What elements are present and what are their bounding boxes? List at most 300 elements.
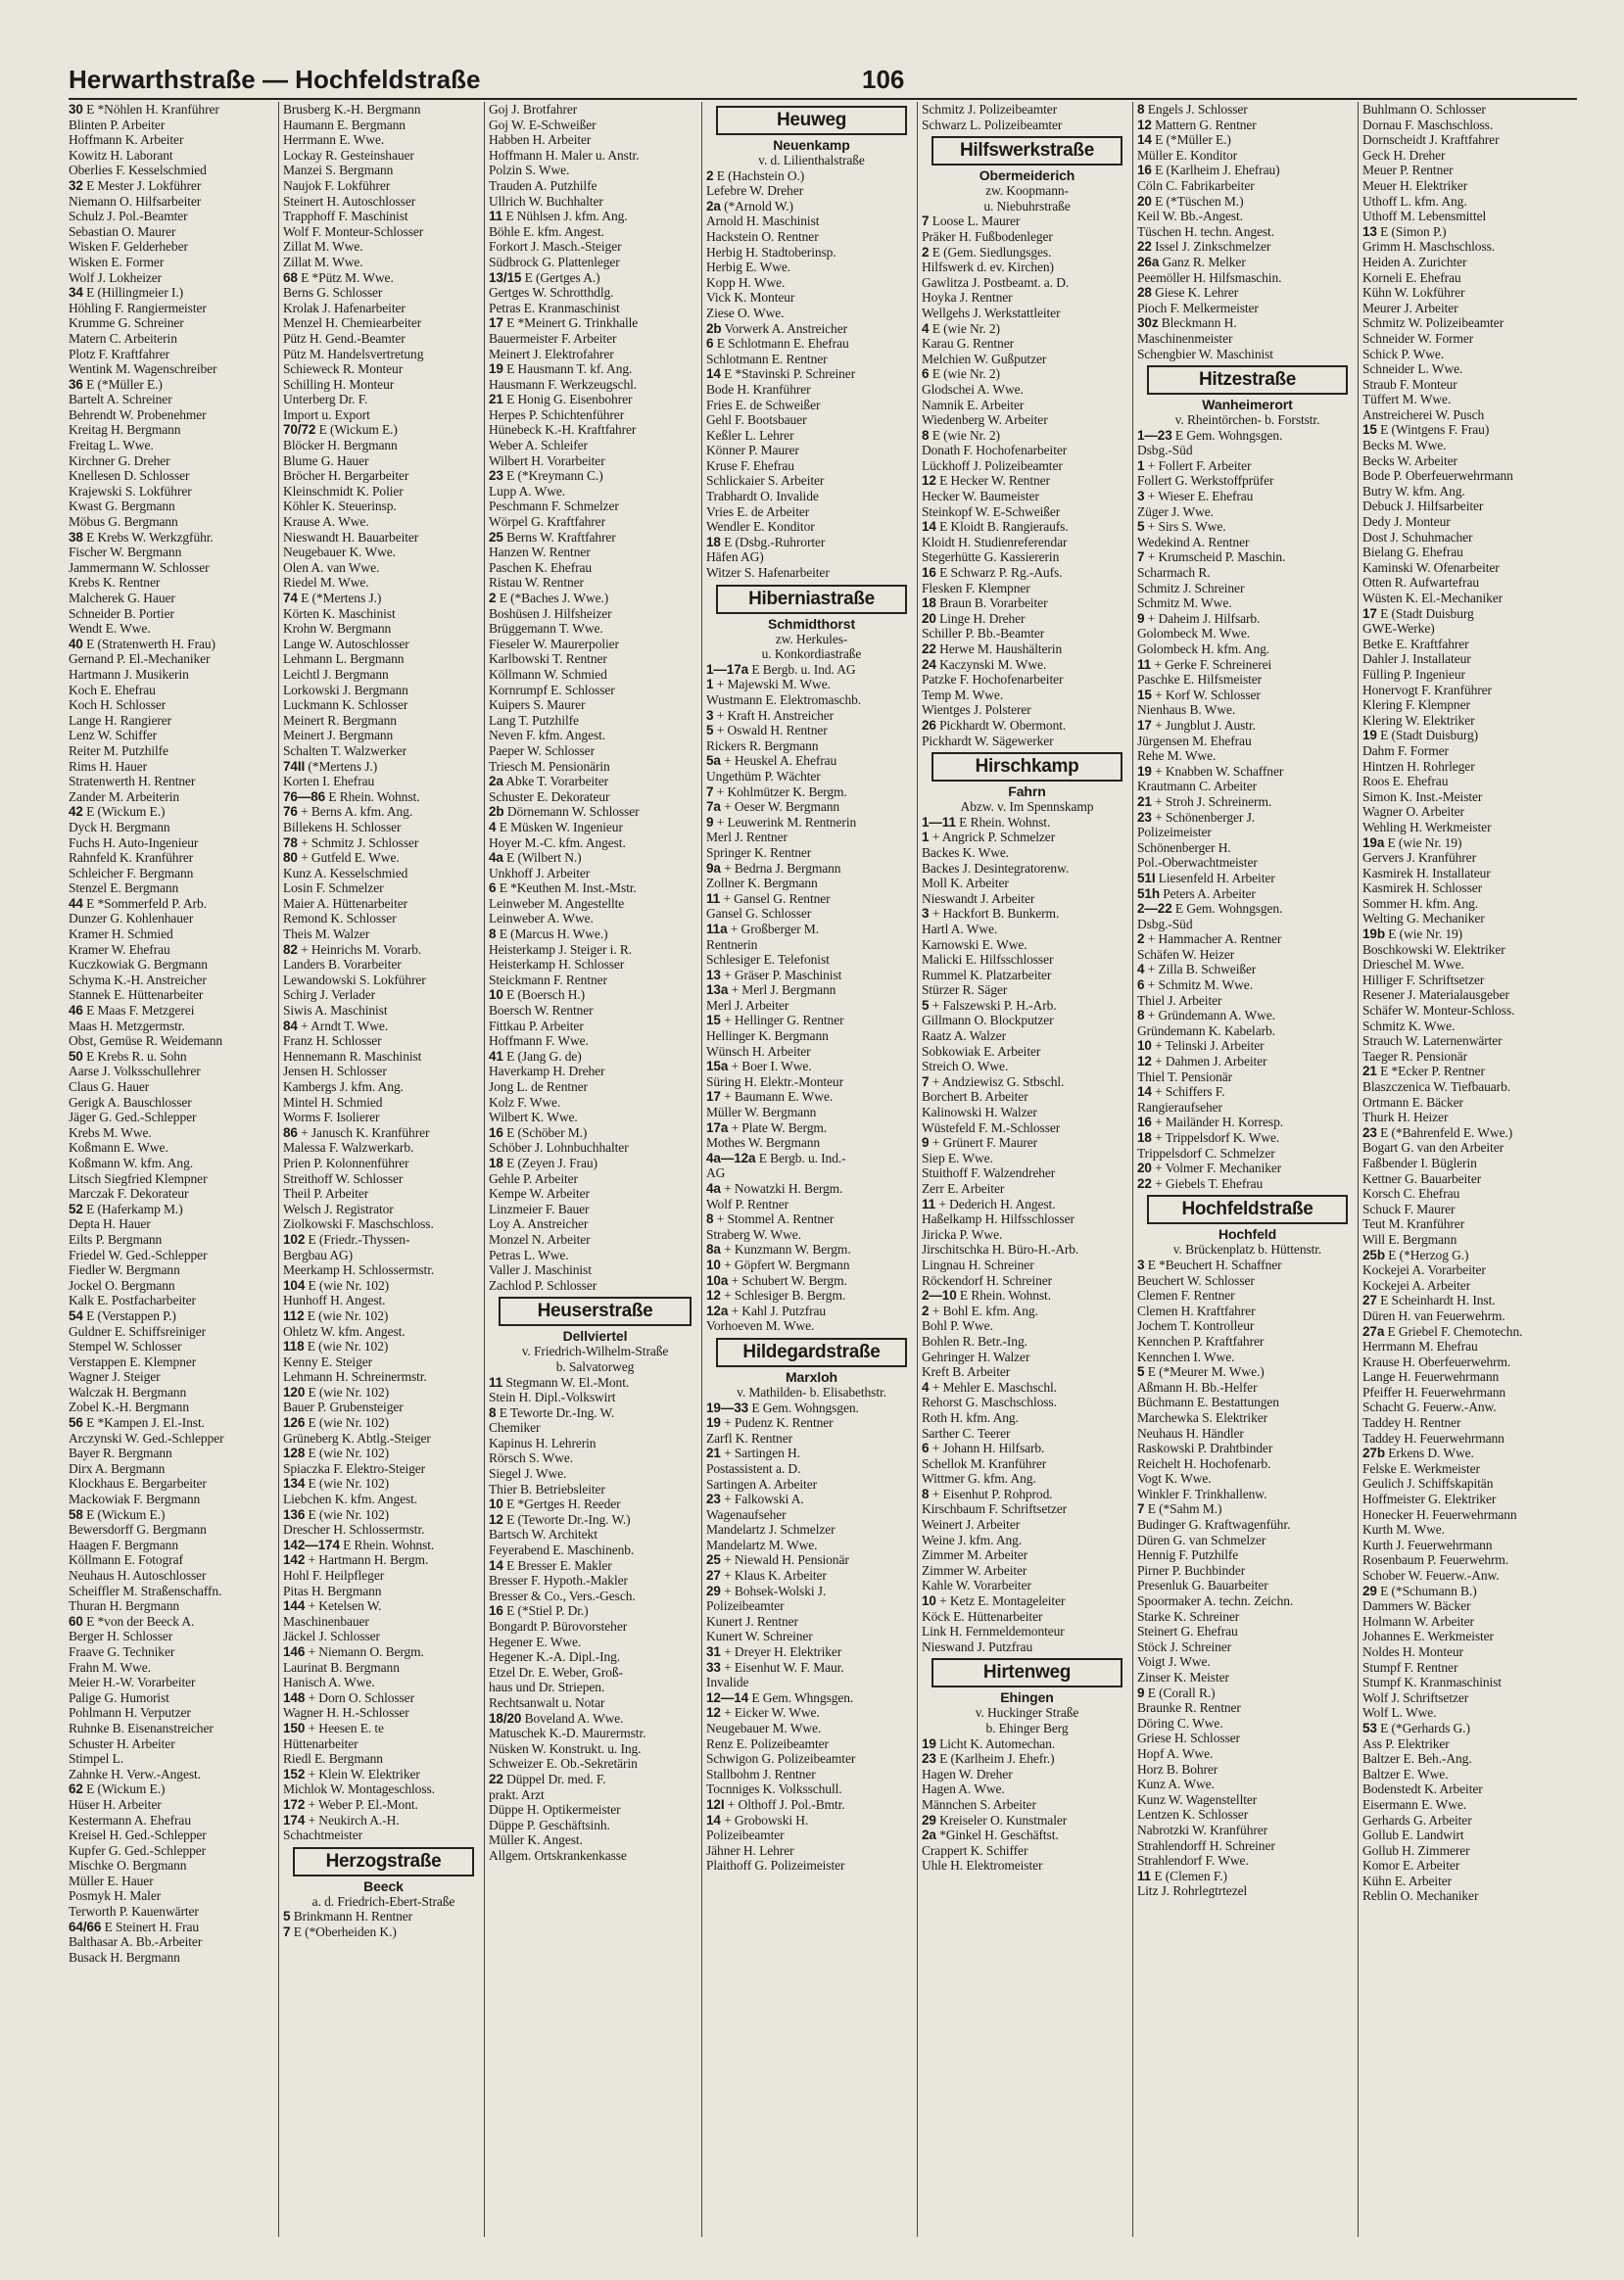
entry-text: Scharmach R. bbox=[1137, 565, 1211, 581]
entry-text: Gründemann K. Kabelarb. bbox=[1137, 1022, 1275, 1038]
directory-entry bbox=[1137, 1318, 1358, 1334]
house-number: 27a bbox=[1362, 1323, 1385, 1339]
directory-entry bbox=[489, 331, 701, 347]
directory-entry bbox=[922, 102, 1132, 118]
entry-text: Wentink M. Wagenschreiber bbox=[69, 361, 217, 377]
directory-entry bbox=[69, 1110, 278, 1125]
directory-entry bbox=[706, 535, 917, 550]
directory-entry bbox=[283, 683, 484, 698]
entry-text: E (Karlheim J. Ehefrau) bbox=[1155, 163, 1280, 178]
entry-text: Rehe M. Wwe. bbox=[1137, 748, 1217, 764]
directory-entry bbox=[1362, 1813, 1577, 1829]
entry-text: Spoormaker A. techn. Zeichn. bbox=[1137, 1593, 1294, 1609]
entry-text: Fischer W. Bergmann bbox=[69, 545, 182, 560]
directory-entry bbox=[1362, 804, 1577, 820]
street-extent-note: v. d. Lilienthalstraße bbox=[758, 153, 865, 167]
entry-text: Polzin S. Wwe. bbox=[489, 163, 570, 178]
directory-entry bbox=[489, 1278, 701, 1294]
entry-text: Kreft B. Arbeiter bbox=[922, 1364, 1011, 1380]
entry-text: Dahm F. Former bbox=[1362, 742, 1449, 758]
directory-entry bbox=[1137, 1038, 1358, 1054]
directory-entry bbox=[922, 937, 1132, 953]
entry-text: Meurer J. Arbeiter bbox=[1362, 300, 1458, 315]
directory-entry bbox=[706, 1258, 917, 1273]
entry-text: Bode H. Kranführer bbox=[706, 381, 811, 397]
directory-entry bbox=[69, 866, 278, 881]
directory-entry bbox=[69, 377, 278, 393]
directory-entry bbox=[69, 1538, 278, 1553]
entry-text: Wünsch H. Arbeiter bbox=[706, 1043, 811, 1059]
directory-entry bbox=[1137, 1334, 1358, 1350]
directory-entry bbox=[1362, 1171, 1577, 1187]
entry-text: Wüsten K. El.-Mechaniker bbox=[1362, 591, 1504, 605]
house-number: 30 bbox=[69, 102, 83, 117]
directory-entry bbox=[706, 1013, 917, 1028]
directory-entry bbox=[69, 1675, 278, 1690]
directory-entry bbox=[489, 1110, 701, 1125]
directory-entry bbox=[283, 1476, 484, 1492]
entry-text: Kambergs J. kfm. Ang. bbox=[283, 1079, 404, 1094]
house-number: 20 bbox=[1137, 1161, 1152, 1176]
entry-text: Depta H. Hauer bbox=[69, 1216, 151, 1232]
entry-text: E Hausmann T. kf. Ang. bbox=[506, 361, 633, 377]
directory-entry bbox=[489, 926, 701, 942]
directory-entry bbox=[489, 1390, 701, 1405]
entry-text: Bergbau AG) bbox=[283, 1247, 354, 1262]
entry-text: + Heesen E. te bbox=[308, 1720, 384, 1735]
entry-text: Allgem. Ortskrankenkasse bbox=[489, 1847, 627, 1863]
entry-text: + Eisenhut W. F. Maur. bbox=[724, 1659, 844, 1675]
entry-text: Clemen F. Rentner bbox=[1137, 1288, 1235, 1304]
house-number: 60 bbox=[69, 1613, 83, 1629]
house-number: 10 bbox=[706, 1257, 721, 1272]
directory-entry bbox=[69, 606, 278, 622]
directory-entry bbox=[283, 866, 484, 881]
directory-entry bbox=[922, 1211, 1132, 1227]
directory-entry bbox=[489, 453, 701, 469]
house-number: 8 bbox=[922, 1486, 930, 1501]
directory-entry bbox=[1362, 1721, 1577, 1736]
directory-entry bbox=[922, 275, 1132, 291]
directory-entry bbox=[69, 1415, 278, 1431]
directory-entry bbox=[489, 880, 701, 896]
directory-entry bbox=[489, 1802, 701, 1818]
entry-text: E Krebs W. Werkzgführ. bbox=[86, 529, 214, 545]
directory-entry bbox=[1362, 407, 1577, 423]
directory-entry bbox=[489, 637, 701, 652]
directory-entry bbox=[706, 382, 917, 398]
house-number: 10 bbox=[489, 1496, 503, 1512]
entry-text: Valler J. Maschinist bbox=[489, 1262, 592, 1278]
directory-entry bbox=[1362, 728, 1577, 743]
entry-text: Rehorst G. Maschschloss. bbox=[922, 1395, 1057, 1410]
entry-text: Hausmann F. Werkzeugschl. bbox=[489, 376, 638, 392]
entry-text: Heisterkamp J. Steiger i. R. bbox=[489, 941, 633, 957]
entry-text: + Janusch K. Kranführer bbox=[301, 1124, 430, 1140]
entry-text: Paschen K. Ehefrau bbox=[489, 559, 593, 575]
entry-text: E (wie Nr. 19) bbox=[1387, 834, 1462, 850]
directory-entry bbox=[283, 1110, 484, 1125]
directory-entry bbox=[1137, 779, 1358, 794]
entry-text: Fraave G. Techniker bbox=[69, 1643, 175, 1659]
entry-text: Bongardt P. Bürovorsteher bbox=[489, 1619, 628, 1634]
entry-text: E (Gertges A.) bbox=[524, 269, 600, 285]
entry-text: E (wie Nr. 102) bbox=[308, 1506, 389, 1522]
house-number: 62 bbox=[69, 1781, 83, 1797]
directory-entry bbox=[706, 968, 917, 983]
directory-entry bbox=[283, 1797, 484, 1813]
directory-entry bbox=[706, 1781, 917, 1797]
entry-text: Matern C. Arbeiterin bbox=[69, 330, 177, 346]
entry-text: Schneider B. Portier bbox=[69, 605, 174, 621]
entry-text: Jürgensen M. Ehefrau bbox=[1137, 733, 1252, 748]
directory-entry bbox=[706, 1431, 917, 1447]
entry-text: Hoyer M.-C. kfm. Angest. bbox=[489, 834, 626, 850]
directory-entry bbox=[1362, 1446, 1577, 1461]
house-number: 44 bbox=[69, 895, 83, 911]
directory-entry bbox=[1137, 748, 1358, 764]
entry-text: Neuhaus H. Autoschlosser bbox=[69, 1568, 207, 1583]
entry-text: Braunke R. Rentner bbox=[1137, 1700, 1241, 1716]
entry-text: Könner P. Maurer bbox=[706, 443, 799, 458]
entry-text: Boveland A. Wwe. bbox=[524, 1710, 624, 1726]
entry-text: Krautmann C. Arbeiter bbox=[1137, 779, 1257, 794]
entry-text: Glodschei A. Wwe. bbox=[922, 381, 1024, 397]
directory-entry bbox=[69, 132, 278, 148]
entry-text: Rentnerin bbox=[706, 936, 758, 952]
directory-entry bbox=[1137, 1410, 1358, 1426]
directory-column-7 bbox=[1358, 102, 1577, 2237]
entry-text: E (*Oberheiden K.) bbox=[293, 1924, 397, 1939]
directory-entry bbox=[922, 1273, 1132, 1289]
entry-text: E *Pütz M. Wwe. bbox=[301, 269, 394, 285]
entry-text: Hoffmann H. Maler u. Anstr. bbox=[489, 147, 640, 163]
directory-entry bbox=[1362, 1431, 1577, 1447]
directory-entry bbox=[1137, 810, 1358, 826]
directory-entry bbox=[1362, 1492, 1577, 1507]
directory-entry bbox=[1137, 1100, 1358, 1116]
directory-entry bbox=[283, 1751, 484, 1767]
entry-text: Mandelartz M. Wwe. bbox=[706, 1537, 818, 1552]
house-number: 14 bbox=[706, 366, 721, 382]
directory-entry bbox=[69, 1293, 278, 1308]
entry-text: Keil W. Bb.-Angest. bbox=[1137, 209, 1243, 224]
directory-entry bbox=[706, 815, 917, 831]
entry-text: Schmitz J. Polizeibeamter bbox=[922, 102, 1058, 117]
directory-entry bbox=[69, 1598, 278, 1614]
directory-entry bbox=[1362, 285, 1577, 301]
directory-entry bbox=[922, 489, 1132, 504]
entry-text: Zillat M. Wwe. bbox=[283, 254, 363, 269]
entry-text: + Giebels T. Ehefrau bbox=[1155, 1175, 1264, 1191]
directory-entry bbox=[489, 1003, 701, 1019]
entry-text: Welting G. Mechaniker bbox=[1362, 911, 1485, 926]
directory-entry bbox=[922, 891, 1132, 907]
entry-text: + Olthoff J. Pol.-Bmtr. bbox=[727, 1796, 845, 1812]
directory-column-3 bbox=[484, 102, 701, 2237]
directory-entry bbox=[922, 688, 1132, 703]
directory-entry bbox=[1137, 331, 1358, 347]
directory-entry bbox=[922, 718, 1132, 734]
directory-entry bbox=[283, 1171, 484, 1187]
directory-entry bbox=[1362, 1064, 1577, 1079]
entry-text: Sebastian O. Maurer bbox=[69, 223, 176, 239]
directory-entry bbox=[1362, 1400, 1577, 1415]
entry-text: Hilfswerk d. ev. Kirchen) bbox=[922, 260, 1054, 275]
house-number: 14 bbox=[489, 1557, 503, 1573]
directory-entry bbox=[1137, 1578, 1358, 1593]
entry-text: Uthoff L. kfm. Ang. bbox=[1362, 193, 1467, 209]
directory-entry bbox=[1362, 545, 1577, 560]
directory-entry bbox=[1362, 987, 1577, 1003]
entry-text: Losin F. Schmelzer bbox=[283, 880, 384, 896]
entry-text: Fieseler W. Maurerpolier bbox=[489, 636, 619, 651]
entry-text: Jäckel J. Schlosser bbox=[283, 1629, 380, 1644]
directory-entry bbox=[69, 530, 278, 546]
directory-entry bbox=[706, 1629, 917, 1644]
entry-text: + Heuskel A. Ehefrau bbox=[724, 753, 837, 769]
entry-text: Backes K. Wwe. bbox=[922, 844, 1010, 860]
directory-entry bbox=[922, 321, 1132, 337]
entry-text: Ass P. Elektriker bbox=[1362, 1735, 1450, 1751]
entry-text: Hartl A. Wwe. bbox=[922, 921, 998, 936]
entry-text: Malessa F. Walzwerkarb. bbox=[283, 1140, 414, 1156]
directory-entry bbox=[69, 1079, 278, 1095]
entry-text: Wolf L. Wwe. bbox=[1362, 1705, 1437, 1721]
directory-entry bbox=[706, 753, 917, 769]
entry-text: Worms F. Isolierer bbox=[283, 1110, 380, 1125]
directory-entry bbox=[283, 209, 484, 224]
entry-text: Drescher H. Schlossermstr. bbox=[283, 1522, 425, 1538]
directory-entry bbox=[922, 1736, 1132, 1752]
house-number: 3 bbox=[1137, 1257, 1145, 1272]
entry-text: E (wie Nr. 102) bbox=[307, 1307, 389, 1323]
entry-text: Gawlitza J. Postbeamt. a. D. bbox=[922, 274, 1070, 290]
directory-entry bbox=[489, 1665, 701, 1681]
directory-entry bbox=[706, 937, 917, 953]
house-number: 16 bbox=[1137, 163, 1152, 178]
directory-entry bbox=[706, 443, 917, 458]
entry-text: Zachlod P. Schlosser bbox=[489, 1277, 597, 1293]
directory-entry bbox=[489, 224, 701, 240]
entry-text: Krajewski S. Lokführer bbox=[69, 483, 192, 499]
entry-text: Schober W. Feuerw.-Anw. bbox=[1362, 1568, 1500, 1583]
directory-entry bbox=[706, 1151, 917, 1166]
entry-text: + Kohlmützer K. Bergm. bbox=[716, 784, 847, 799]
directory-entry bbox=[489, 1125, 701, 1141]
directory-entry bbox=[706, 799, 917, 815]
directory-entry bbox=[1137, 794, 1358, 810]
directory-entry bbox=[283, 621, 484, 637]
entry-text: + Krumscheid P. Maschin. bbox=[1147, 549, 1286, 565]
directory-entry bbox=[283, 1033, 484, 1049]
entry-text: Wörpel G. Kraftfahrer bbox=[489, 514, 605, 530]
entry-text: Stumpf F. Rentner bbox=[1362, 1659, 1458, 1675]
entry-text: Schneider L. Wwe. bbox=[1362, 361, 1463, 377]
entry-text: Weber A. Schleifer bbox=[489, 438, 588, 453]
entry-text: Loose L. Maurer bbox=[931, 214, 1021, 229]
entry-text: Arnold H. Maschinist bbox=[706, 214, 820, 229]
directory-entry bbox=[1362, 1781, 1577, 1797]
entry-text: Schachtmeister bbox=[283, 1828, 363, 1843]
directory-entry bbox=[489, 697, 701, 713]
entry-text: + Angrick P. Schmelzer bbox=[931, 830, 1056, 845]
directory-entry bbox=[1362, 1629, 1577, 1644]
directory-entry bbox=[283, 392, 484, 407]
directory-entry bbox=[1137, 962, 1358, 977]
directory-entry bbox=[706, 876, 917, 891]
directory-entry bbox=[283, 1354, 484, 1370]
directory-entry bbox=[1137, 702, 1358, 718]
directory-entry bbox=[922, 952, 1132, 968]
directory-entry bbox=[69, 1690, 278, 1706]
directory-entry bbox=[69, 713, 278, 729]
entry-text: Köck E. Hüttenarbeiter bbox=[922, 1608, 1043, 1624]
directory-entry bbox=[1362, 866, 1577, 881]
entry-text: Düppe P. Geschäftsinh. bbox=[489, 1817, 610, 1832]
directory-entry bbox=[283, 422, 484, 438]
directory-entry bbox=[489, 667, 701, 683]
entry-text: Kuczkowiak G. Bergmann bbox=[69, 957, 208, 973]
directory-entry bbox=[283, 651, 484, 667]
entry-text: Goj J. Brotfahrer bbox=[489, 102, 578, 117]
entry-text: Frahn M. Wwe. bbox=[69, 1659, 151, 1675]
directory-entry bbox=[489, 1848, 701, 1864]
directory-entry bbox=[489, 148, 701, 164]
entry-text: E (Stadt Duisburg bbox=[1380, 605, 1474, 621]
entry-text: Koßmann E. Wwe. bbox=[69, 1140, 168, 1156]
entry-text: Hegener K.-A. Dipl.-Ing. bbox=[489, 1649, 621, 1665]
entry-text: Meinert J. Bergmann bbox=[283, 728, 394, 743]
entry-text: E (*Bahrenfeld E. Wwe.) bbox=[1380, 1124, 1513, 1140]
house-number: 40 bbox=[69, 636, 83, 651]
directory-entry bbox=[922, 1593, 1132, 1609]
house-number: 15 bbox=[1362, 422, 1377, 438]
directory-entry bbox=[283, 575, 484, 591]
directory-entry bbox=[69, 1248, 278, 1263]
entry-text: + Johann H. Hilfsarb. bbox=[931, 1441, 1045, 1456]
directory-entry bbox=[69, 1705, 278, 1721]
house-number: 4a bbox=[706, 1181, 721, 1196]
entry-text: Marchewka S. Elektriker bbox=[1137, 1409, 1268, 1425]
entry-text: Meerkamp H. Schlossermstr. bbox=[283, 1262, 435, 1278]
entry-text: Krause A. Wwe. bbox=[283, 514, 369, 530]
directory-entry bbox=[283, 926, 484, 942]
directory-entry bbox=[922, 595, 1132, 611]
directory-entry bbox=[283, 1186, 484, 1202]
house-number: 7a bbox=[706, 799, 721, 815]
directory-entry bbox=[706, 692, 917, 708]
directory-entry bbox=[489, 621, 701, 637]
house-number: 68 bbox=[283, 269, 298, 285]
directory-entry bbox=[69, 1385, 278, 1401]
house-number: 11 bbox=[489, 209, 503, 224]
entry-text: Ziese O. Wwe. bbox=[706, 305, 785, 320]
entry-text: Schirg J. Verlader bbox=[283, 987, 376, 1003]
entry-text: E (*Müller E.) bbox=[86, 376, 163, 392]
entry-text: Spiaczka F. Elektro-Steiger bbox=[283, 1460, 426, 1476]
entry-text: Schengbier W. Maschinist bbox=[1137, 346, 1273, 361]
house-number: 52 bbox=[69, 1201, 83, 1216]
directory-entry bbox=[1362, 178, 1577, 194]
entry-text: *Ginkel H. Geschäftst. bbox=[939, 1828, 1059, 1843]
directory-entry bbox=[1137, 1487, 1358, 1502]
street-extent-note: v. Brückenplatz b. Hüttenstr. bbox=[1172, 1242, 1322, 1258]
house-number: 2 bbox=[489, 591, 497, 605]
directory-entry bbox=[489, 301, 701, 316]
entry-text: E Rhein. Wohnst. bbox=[959, 1288, 1051, 1304]
directory-entry bbox=[1137, 1350, 1358, 1365]
entry-text: Dsbg.-Süd bbox=[1137, 443, 1193, 458]
house-number: 32 bbox=[69, 177, 83, 193]
entry-text: + Eisenhut P. Rohprod. bbox=[931, 1486, 1053, 1501]
directory-entry bbox=[706, 1843, 917, 1859]
entry-text: Mintel H. Schmied bbox=[283, 1094, 383, 1110]
directory-entry bbox=[922, 1089, 1132, 1105]
entry-text: Stöck J. Schreiner bbox=[1137, 1639, 1232, 1654]
house-number: 104 bbox=[283, 1277, 306, 1293]
entry-text: Zahnke H. Verw.-Angest. bbox=[69, 1766, 201, 1781]
directory-entry bbox=[1362, 1369, 1577, 1385]
entry-text: Vick K. Monteur bbox=[706, 290, 795, 306]
house-number: 6 bbox=[922, 366, 930, 382]
entry-text: E (wie Nr. 102) bbox=[308, 1277, 389, 1293]
entry-text: Brinkmann H. Rentner bbox=[293, 1909, 413, 1924]
directory-entry bbox=[922, 1364, 1132, 1380]
entry-text: Cöln C. Fabrikarbeiter bbox=[1137, 177, 1255, 193]
entry-text: Busack H. Bergmann bbox=[69, 1949, 180, 1965]
street-heading: Herzogstraße bbox=[293, 1847, 474, 1876]
entry-text: Pitas H. Bergmann bbox=[283, 1583, 382, 1598]
directory-entry bbox=[922, 1059, 1132, 1074]
entry-text: + Hellinger G. Rentner bbox=[724, 1013, 844, 1028]
directory-entry bbox=[489, 606, 701, 622]
entry-text: Düren H. van Feuerwehrm. bbox=[1362, 1307, 1505, 1323]
directory-entry bbox=[1137, 1426, 1358, 1442]
directory-entry bbox=[489, 1695, 701, 1711]
directory-entry bbox=[922, 1120, 1132, 1136]
directory-entry bbox=[922, 702, 1132, 718]
entry-text: + Bohsek-Wolski J. bbox=[724, 1583, 827, 1598]
directory-entry bbox=[69, 560, 278, 576]
directory-entry bbox=[706, 504, 917, 520]
directory-entry bbox=[706, 565, 917, 581]
entry-text: + Volmer F. Mechaniker bbox=[1155, 1161, 1282, 1176]
directory-entry bbox=[69, 973, 278, 988]
house-number: 34 bbox=[69, 285, 83, 301]
entry-text: Herrmann E. Wwe. bbox=[283, 132, 385, 148]
entry-text: Linzmeier F. Bauer bbox=[489, 1201, 590, 1216]
directory-entry bbox=[706, 861, 917, 877]
directory-entry bbox=[1362, 1614, 1577, 1630]
directory-entry bbox=[1362, 1888, 1577, 1904]
entry-text: Vries E. de Arbeiter bbox=[706, 503, 810, 519]
directory-entry bbox=[1362, 1552, 1577, 1568]
house-number: 12 bbox=[706, 1288, 721, 1304]
entry-text: Korneli E. Ehefrau bbox=[1362, 269, 1461, 285]
entry-text: Schlotmann E. Rentner bbox=[706, 351, 828, 366]
directory-entry bbox=[1362, 1140, 1577, 1156]
entry-text: Häfen AG) bbox=[706, 549, 764, 565]
entry-text: Holmann W. Arbeiter bbox=[1362, 1613, 1474, 1629]
directory-entry bbox=[69, 1552, 278, 1568]
entry-text: Zinser K. Meister bbox=[1137, 1670, 1229, 1685]
entry-text: Kirschbaum F. Schriftsetzer bbox=[922, 1501, 1068, 1517]
directory-entry bbox=[489, 789, 701, 805]
entry-text: Komor E. Arbeiter bbox=[1362, 1858, 1460, 1874]
directory-entry bbox=[283, 148, 484, 164]
entry-text: Gervers J. Kranführer bbox=[1362, 850, 1476, 866]
